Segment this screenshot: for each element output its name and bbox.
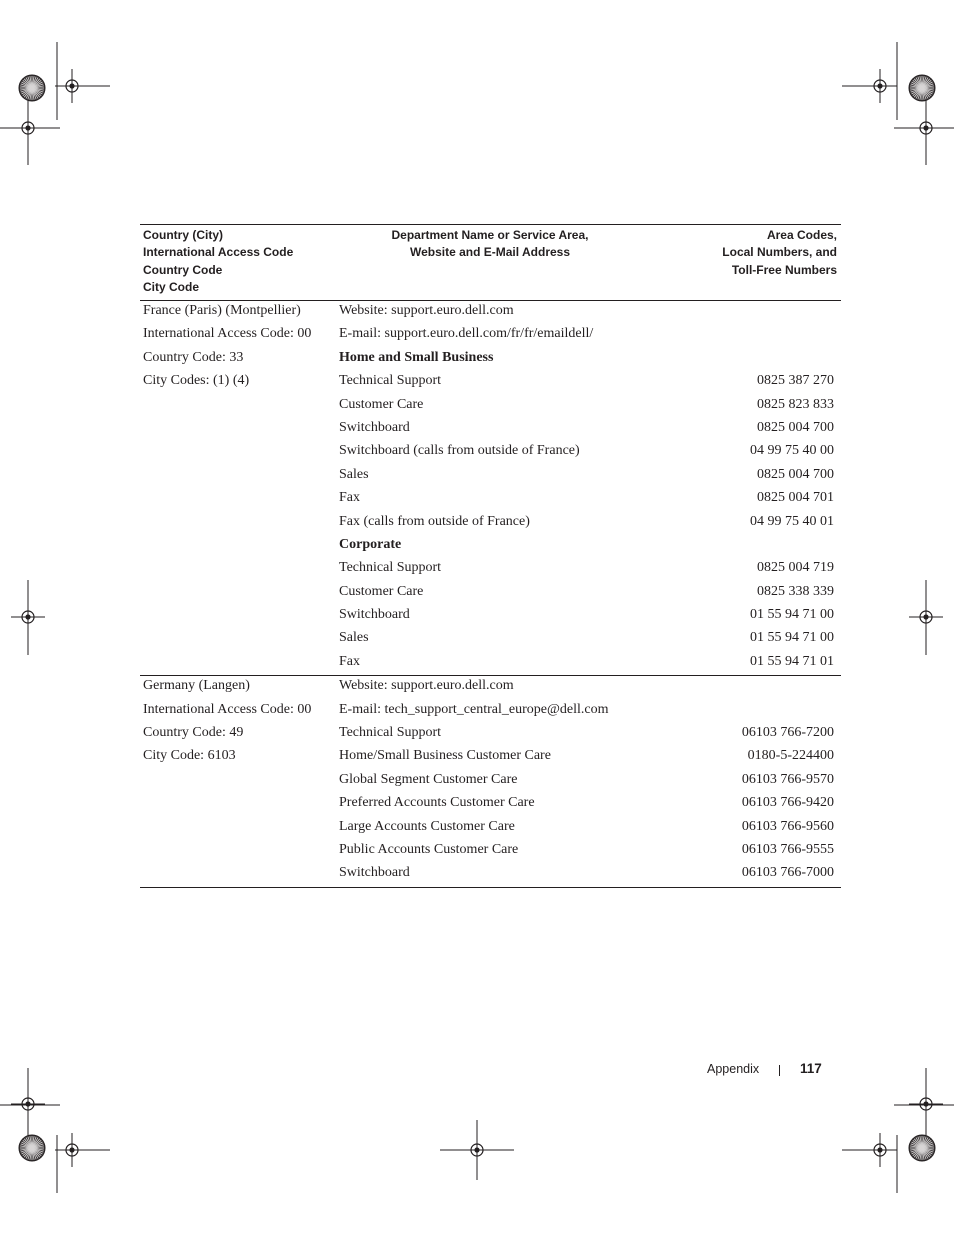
table-row <box>140 348 841 371</box>
contact-label: E-mail: <box>339 326 385 342</box>
department-name: Fax <box>339 653 360 669</box>
table-row <box>140 465 841 488</box>
cell-department <box>339 346 493 369</box>
cell-department <box>339 626 369 649</box>
table-row <box>140 535 841 558</box>
table-row <box>140 395 841 418</box>
cell-department <box>339 510 530 533</box>
table-row <box>140 817 841 840</box>
cell-department <box>339 486 360 509</box>
table-row <box>140 723 841 746</box>
code-value: 00 <box>297 701 312 717</box>
phone-number: 01 55 94 71 01 <box>750 653 834 669</box>
code-label: City Codes: <box>143 373 214 389</box>
cell-country <box>143 674 250 697</box>
phone-number: 06103 766-9560 <box>741 818 834 834</box>
code-label: Country Code: <box>143 349 230 365</box>
code-label: International Access Code: <box>143 701 298 717</box>
table-row <box>140 582 841 605</box>
phone-number: 01 55 94 71 00 <box>750 630 834 646</box>
cell-department <box>339 322 593 345</box>
department-name: Switchboard <box>339 607 410 623</box>
cell-country <box>143 721 243 744</box>
footer-section-label: Appendix <box>707 1062 760 1076</box>
table-row <box>140 441 841 464</box>
phone-number: 06103 766-7000 <box>741 865 834 881</box>
country-name: Germany (Langen) <box>143 678 250 694</box>
cell-department <box>339 838 518 861</box>
table-section <box>140 301 841 676</box>
table-row <box>140 558 841 581</box>
phone-number: 0825 004 700 <box>757 419 834 435</box>
code-value: (1) (4) <box>213 373 250 389</box>
contact-label: Website: <box>339 303 392 318</box>
cell-department <box>339 768 517 791</box>
department-name: E-mail: tech_support_central_europe@dell.com <box>339 701 609 717</box>
cell-country <box>143 744 236 767</box>
cell-department <box>339 580 423 603</box>
cell-department <box>339 299 514 322</box>
phone-number: 06103 766-9555 <box>741 841 834 857</box>
table-row <box>140 512 841 535</box>
cell-department <box>339 674 514 697</box>
cell-country <box>143 322 311 345</box>
table-row <box>140 676 841 699</box>
cell-department <box>339 463 369 486</box>
table-row <box>140 746 841 769</box>
cell-country <box>143 369 249 392</box>
phone-number: 0180-5-224400 <box>747 748 834 764</box>
phone-number: 0825 338 339 <box>757 583 834 599</box>
department-name: Fax <box>339 490 360 506</box>
cell-department <box>339 791 535 814</box>
department-name: Switchboard <box>339 419 410 435</box>
department-subheading: Home and Small Business <box>339 349 494 365</box>
page-number: 117 <box>800 1061 822 1076</box>
table-row <box>140 301 841 324</box>
cell-country <box>143 299 301 322</box>
cell-department <box>339 369 441 392</box>
table-row <box>140 324 841 347</box>
table-row <box>140 628 841 651</box>
contact-address: support.euro.dell.com/fr/fr/emaildell/ <box>384 326 594 342</box>
cell-department <box>339 698 608 721</box>
department-name: Public Accounts Customer Care <box>339 841 519 857</box>
country-name: France (Paris) (Montpellier) <box>143 303 301 318</box>
cell-department <box>339 721 441 744</box>
phone-number: 0825 004 700 <box>757 466 834 482</box>
cell-department <box>339 815 515 838</box>
cell-department <box>339 861 410 884</box>
contact-address: support.euro.dell.com <box>391 303 514 318</box>
phone-number: 04 99 75 40 00 <box>750 443 834 459</box>
contact-table <box>140 224 841 888</box>
cell-department <box>339 603 410 626</box>
table-row <box>140 488 841 511</box>
table-row <box>140 605 841 628</box>
cell-country <box>143 346 243 369</box>
code-label: Country Code: <box>143 725 230 741</box>
cell-department <box>339 439 580 462</box>
table-row <box>140 793 841 816</box>
phone-number: 06103 766-7200 <box>741 725 834 741</box>
contact-label: Website: <box>339 678 392 694</box>
phone-number: 06103 766-9420 <box>741 795 834 811</box>
code-value: 33 <box>229 349 244 365</box>
table-row <box>140 840 841 863</box>
cell-country <box>143 698 311 721</box>
department-name: Switchboard <box>339 865 410 881</box>
department-name: Technical Support <box>339 560 442 576</box>
department-name: Sales <box>339 630 369 646</box>
table-row <box>140 652 841 675</box>
code-value: 6103 <box>207 748 236 764</box>
code-label: International Access Code: <box>143 326 298 342</box>
header-col-department: Department Name or Service Area, Website and E-Mail Address <box>391 228 589 260</box>
cell-department <box>339 556 441 579</box>
department-name: Large Accounts Customer Care <box>339 818 515 834</box>
phone-number: 06103 766-9570 <box>741 771 834 787</box>
department-name: Customer Care <box>339 396 424 412</box>
department-name: Switchboard (calls from outside of France) <box>339 443 580 459</box>
department-name: Preferred Accounts Customer Care <box>339 795 535 811</box>
department-subheading: Corporate <box>339 536 402 552</box>
table-row <box>140 700 841 723</box>
footer-divider <box>779 1065 780 1076</box>
header-col-country: Country (City) International Access Code Country Code City Code <box>143 228 294 294</box>
department-name: Technical Support <box>339 373 442 389</box>
table-row <box>140 418 841 441</box>
header-col-numbers: Area Codes, Local Numbers, and Toll-Free Numbers <box>722 228 837 277</box>
cell-department <box>339 416 410 439</box>
department-name: Fax (calls from outside of France) <box>339 513 530 529</box>
phone-number: 0825 004 701 <box>757 490 834 506</box>
department-name: Customer Care <box>339 583 424 599</box>
phone-number: 04 99 75 40 01 <box>750 513 834 529</box>
table-row <box>140 371 841 394</box>
cell-department <box>339 650 360 673</box>
contact-address: support.euro.dell.com <box>391 678 514 694</box>
table-section <box>140 676 841 888</box>
code-value: 49 <box>229 725 244 741</box>
table-row <box>140 863 841 886</box>
department-name: Technical Support <box>339 725 442 741</box>
department-name: Global Segment Customer Care <box>339 771 518 787</box>
cell-department <box>339 533 401 556</box>
department-name: Home/Small Business Customer Care <box>339 748 551 764</box>
phone-number: 0825 004 719 <box>757 560 834 576</box>
table-body <box>140 301 841 888</box>
code-value: 00 <box>297 326 312 342</box>
phone-number: 01 55 94 71 00 <box>750 607 834 623</box>
phone-number: 0825 387 270 <box>757 373 834 389</box>
table-header <box>140 225 841 301</box>
phone-number: 0825 823 833 <box>757 396 834 412</box>
department-name: Sales <box>339 466 369 482</box>
table-row <box>140 770 841 793</box>
cell-department <box>339 744 551 767</box>
cell-department <box>339 393 423 416</box>
code-label: City Code: <box>143 748 208 764</box>
